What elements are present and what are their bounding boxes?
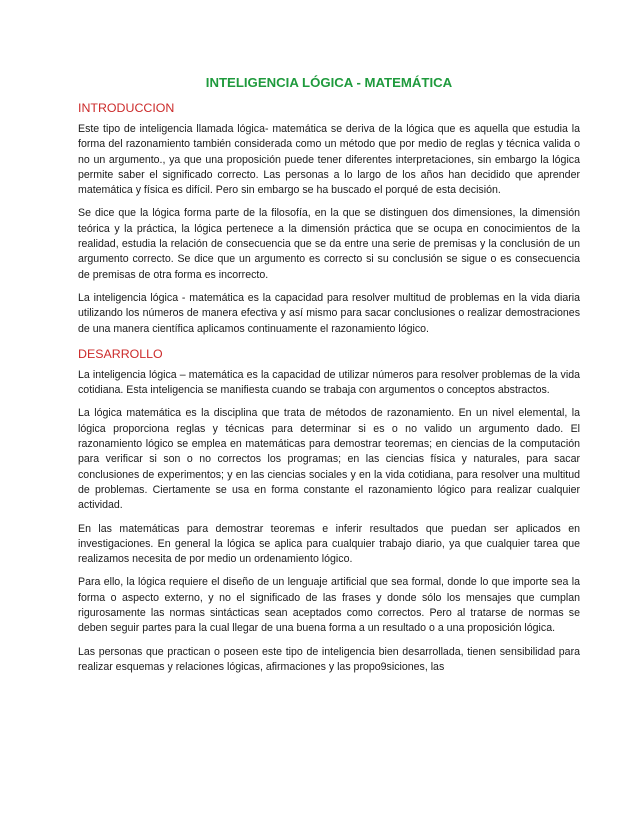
section-desarrollo [78, 345, 580, 675]
paragraph: Este tipo de inteligencia llamada lógica- matemática se deriva de la lógica que es aquella que estudia la forma del razonamiento también considerada como un método que por medio de reglas y técnica valida o no un argumento., ya que una proposición puede tener diferentes interpretaciones, sin embargo la lógica permite saber el significado correcto. Las personas a lo largo de los años han decidido que aprender matemática y física es difícil. Pero sin embargo se ha buscado el porqué de esta decisión. [78, 123, 580, 197]
paragraph: En las matemáticas para demostrar teoremas e inferir resultados que puedan ser aplicados en investigaciones. En general la lógica se aplica para cualquier trabajo diario, ya que cualquier tarea que realizamos necesita de por medio un ordenamiento lógico. [78, 522, 580, 566]
section-introduccion [78, 99, 580, 337]
document-title: INTELIGENCIA LÓGICA - MATEMÁTICA [205, 75, 453, 90]
section-heading: DESARROLLO [78, 346, 163, 361]
paragraph: La lógica matemática es la disciplina que trata de métodos de razonamiento. En un nivel elemental, la lógica proporciona reglas y técnicas para determinar si es o no valido un argumento dado. El razonamiento lógico se emplea en matemáticas para demostrar teoremas; en ciencias de la computación para verificar si son o no correctos los programas; en las ciencias física y naturales, para sacar conclusiones de experimentos; y en las ciencias sociales y en la vida cotidiana, para resolver una multitud de problemas. Ciertamente se usa en forma constante el razonamiento lógico para realizar cualquier actividad. [78, 407, 580, 512]
paragraph: La inteligencia lógica – matemática es la capacidad de utilizar números para resolver problemas de la vida cotidiana. Esta inteligencia se manifiesta cuando se trabaja con argumentos o conceptos abstractos. [78, 368, 580, 397]
section-heading: INTRODUCCION [78, 101, 175, 115]
paragraph: Se dice que la lógica forma parte de la filosofía, en la que se distinguen dos dimensiones, la dimensión teórica y la práctica, la lógica pertenece a la dimensión práctica que se ocupa en conocimientos de la realidad, estudia la relación de consecuencia que se da entre una serie de premisas y la conclusión de un argumento correcto. Se dice que un argumento es correcto si su conclusión se sigue o es consecuencia de premisas de otra forma es incorrecto. [78, 207, 580, 281]
paragraph: Para ello, la lógica requiere el diseño de un lenguaje artificial que sea formal, donde lo que importe sea la forma o aspecto externo, y no el significado de las frases y donde sólo los mensajes que cumplan rigurosamente las normas sintácticas sean aceptados como correctos. Pero al tratarse de normas se deben seguir partes para la cual llegar de una buena forma a un resultado o a una proposición lógica. [78, 576, 580, 635]
paragraph: La inteligencia lógica - matemática es la capacidad para resolver multitud de problemas en la vida diaria utilizando los números de manera efectiva y así mismo para sacar conclusiones o realizar demostraciones de una manera científica aplicamos continuamente el razonamiento lógico. [78, 291, 580, 335]
document-content [78, 73, 580, 683]
paragraph: Las personas que practican o poseen este tipo de inteligencia bien desarrollada, tienen sensibilidad para realizar esquemas y relaciones lógicas, afirmaciones y las propo9siciones, las [78, 645, 580, 673]
